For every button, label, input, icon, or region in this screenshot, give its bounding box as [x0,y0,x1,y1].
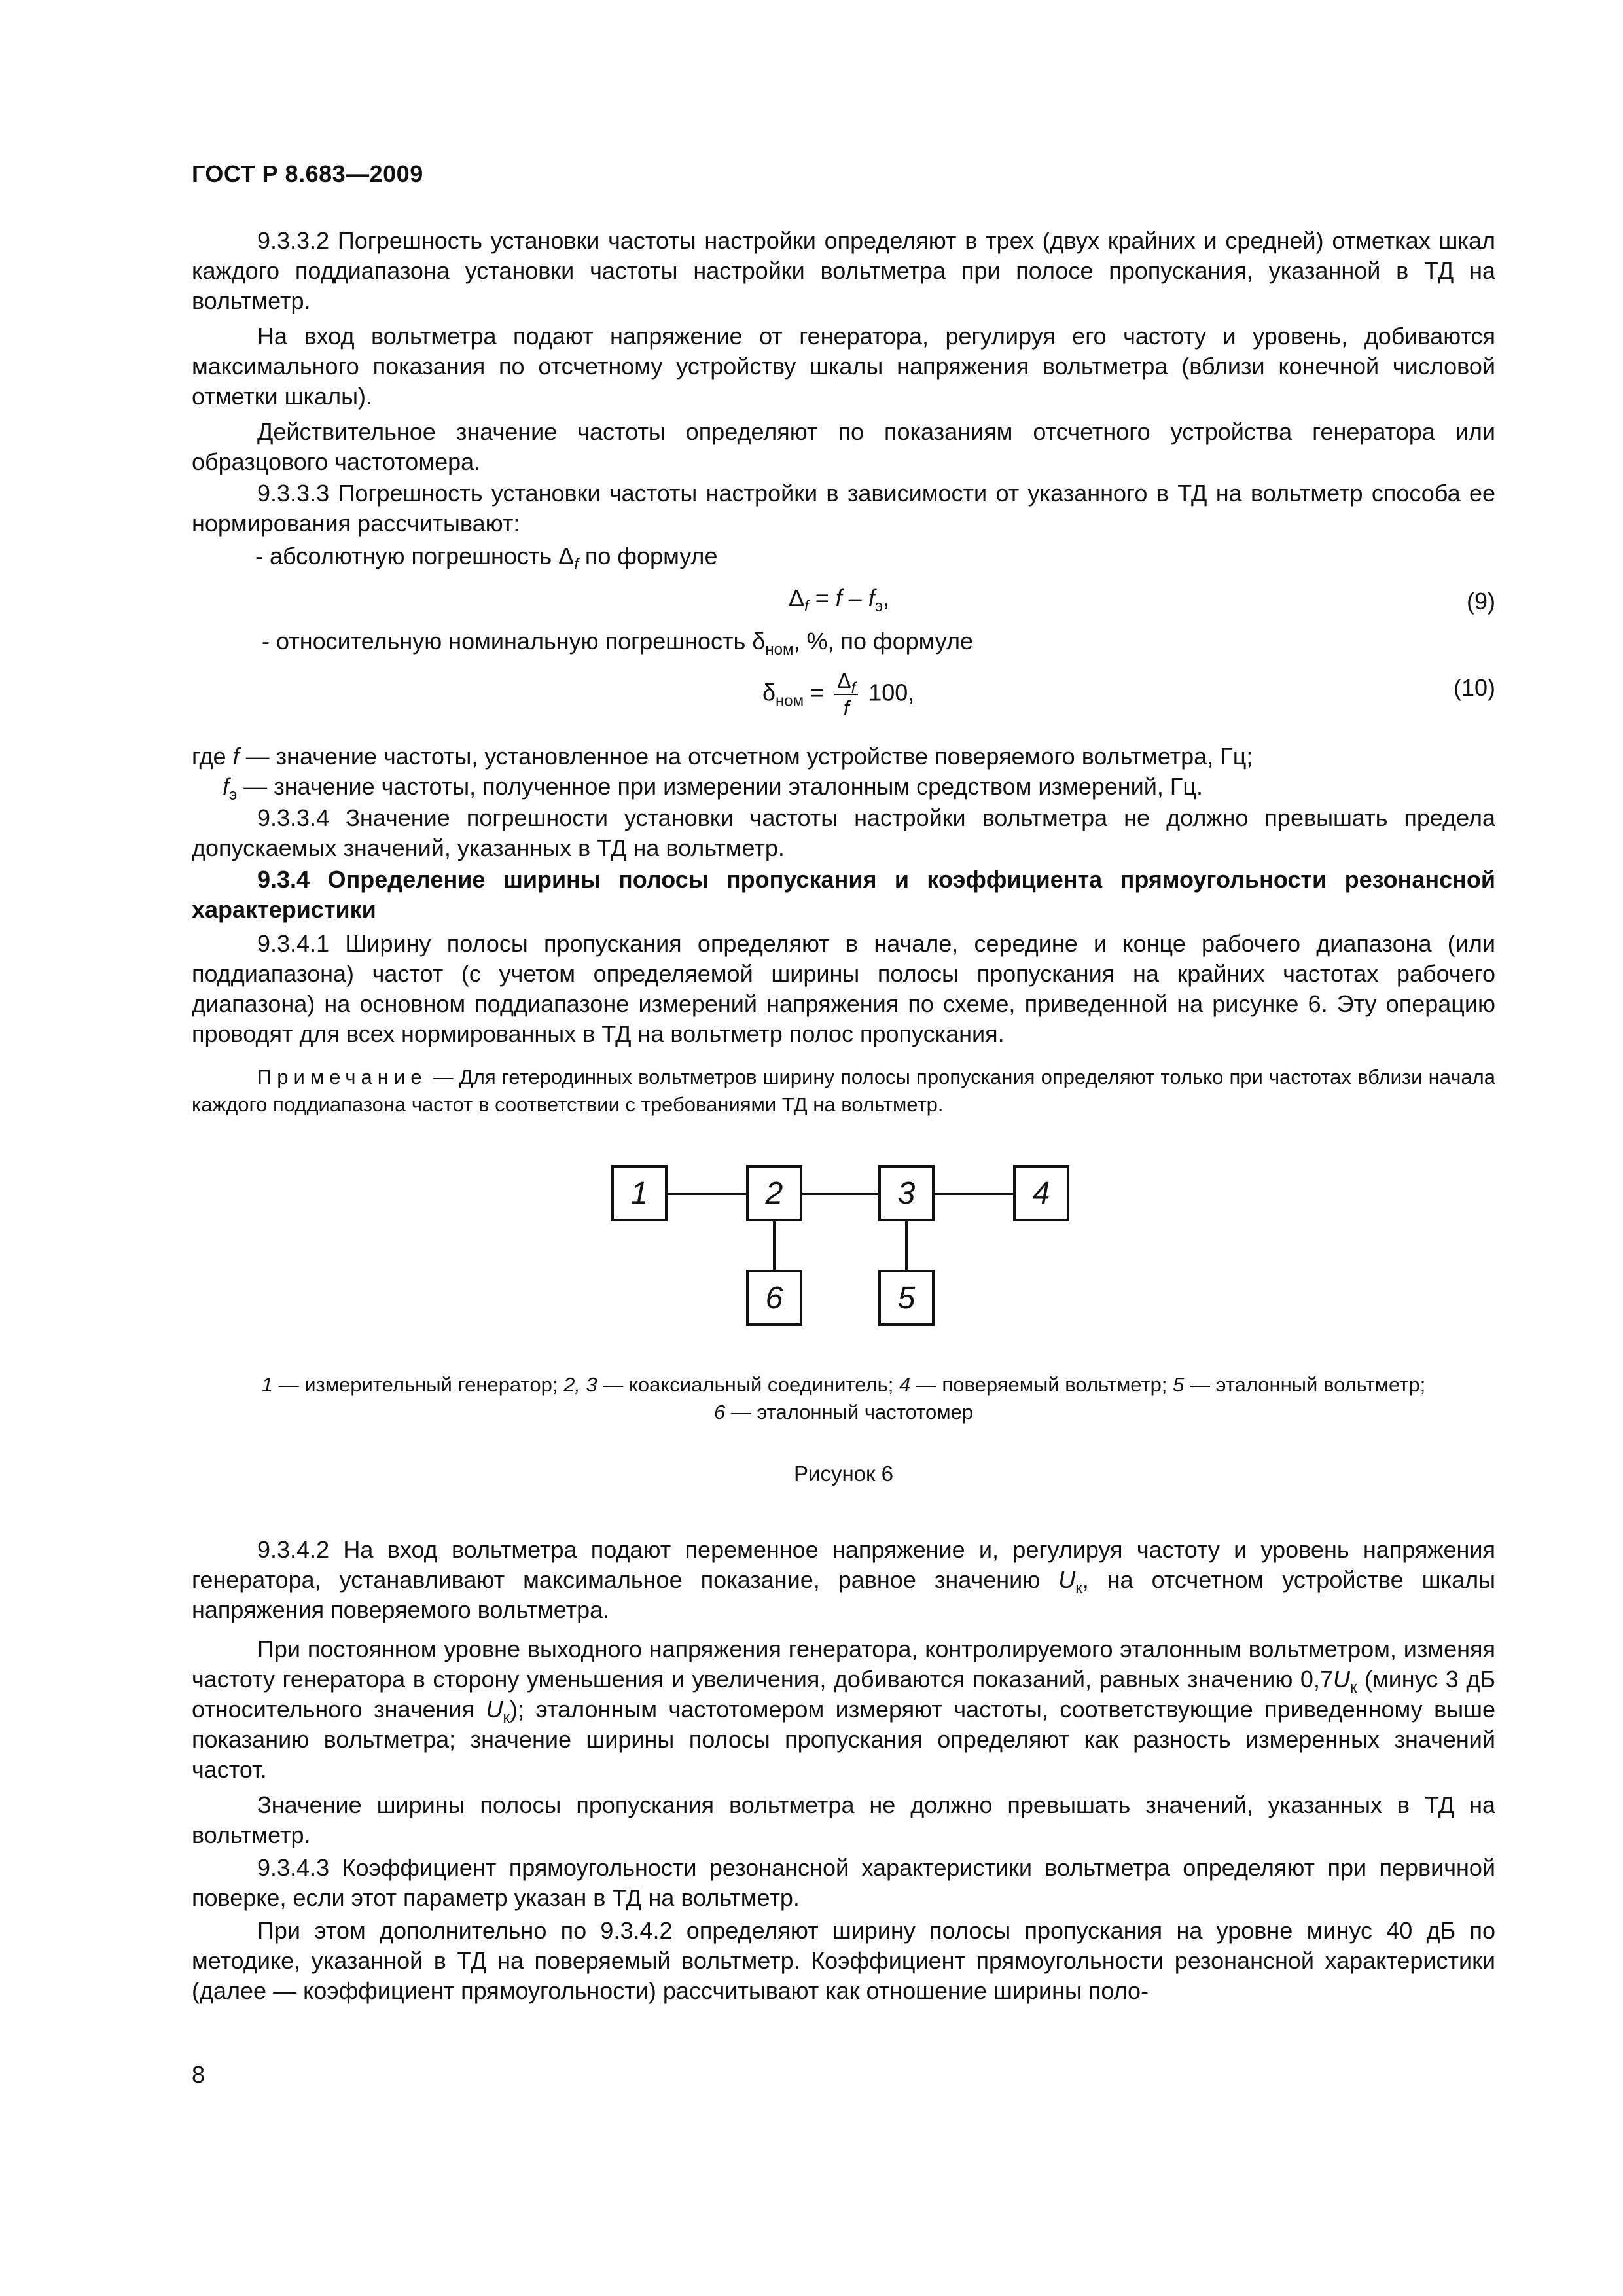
formula-9: $\Delta_f = f - f_э$, [789,584,890,615]
block-5: 5 [878,1270,935,1326]
paragraph-minus-40db: При этом дополнительно по 9.3.4.2 определяют ширину полосы пропускания на уровне минус 40 дБ по методике, указанной в ТД на поверяемый вольтметр. Коэффициент прямоугольности резонансной характеристики (далее — коэффициент прямоугольности) рассчитывают как отношение ширины поло- [192,1917,1495,2004]
figure-legend-line-1: 1 — измерительный генератор; 2, 3 — коаксиальный соединитель; 4 — поверяемый вольтметр; 5 — эталонный вольтметр; [261,1373,1426,1396]
paragraph-9-3-4-1: 9.3.4.1 Ширину полосы пропускания определяют в начале, середине и конце рабочего диапазона (или поддиапазона) частот (с учетом определяемой ширины полосы пропускания на крайних частотах рабочего диапазона) на основном поддиапазоне измерений напряжения по схеме, приведенной на рисунке 6. Эту операцию проводят для всех нормированных в ТД на вольтметр полос пропускания. [192,930,1495,1047]
formula-9-number: (9) [1467,588,1495,615]
note: Примечание — Для гетеродинных вольтметров ширину полосы пропускания определяют только при частотах вблизи начала каждого поддиапазона частот в соответствии с требованиями ТД на вольтметр. [192,1066,1495,1116]
section-heading-9-3-4: 9.3.4 Определение ширины полосы пропускания и коэффициента прямоугольности резонансной характеристики [192,866,1495,923]
page-number: 8 [192,2061,205,2088]
paragraph-actual-frequency: Действительное значение частоты определяют по показаниям отсчетного устройства генератора или образцового частотомера. [192,418,1495,475]
connector-3-5 [905,1221,908,1270]
standard-header: ГОСТ Р 8.683—2009 [192,160,423,187]
paragraph-9-3-3-2: 9.3.3.2 Погрешность установки частоты настройки определяют в трех (двух крайних и средней) отметках шкал каждого поддиапазона установки частоты настройки вольтметра при полосе пропускания, указанной в ТД на вольтметр. [192,227,1495,314]
connector-2-3 [802,1193,878,1195]
connector-3-4 [935,1193,1013,1195]
paragraph-9-3-3-4: 9.3.3.4 Значение погрешности установки частоты настройки вольтметра не должно превышать предела допускаемых значений, указанных в ТД на вольтметр. [192,804,1495,861]
figure-caption: Рисунок 6 [794,1462,893,1486]
block-1: 1 [611,1165,668,1221]
connector-2-6 [773,1221,776,1270]
block-3: 3 [878,1165,935,1221]
paragraph-9-3-4-2: 9.3.4.2 На вход вольтметра подают переменное напряжение и, регулируя частоту и уровень напряжения генератора, устанавливают максимальное показание, равное значению $U_к$, на отсчетном устройстве шкалы напряжения поверяемого вольтметра. [192,1536,1495,1623]
paragraph-constant-level: При постоянном уровне выходного напряжения генератора, контролируемого эталонным вольтметром, изменяя частоту генератора в сторону уменьшения и увеличения, добиваются показаний, равных значению $0,7U_к$ (минус 3 дБ относительного значения $U_к$); эталонным частотомером измеряют частоты, соответствующие приведенному выше показанию вольтметра; значение ширины полосы пропускания определяют как разность измеренных значений частот. [192,1636,1495,1783]
block-4: 4 [1013,1165,1069,1221]
figure-legend-line-2: 6 — эталонный частотомер [713,1401,974,1424]
block-2: 2 [746,1165,802,1221]
relative-error-item: - относительную номинальную погрешность $\delta_{ном}$, %, по формуле [262,628,974,658]
paragraph-bandwidth-limit: Значение ширины полосы пропускания вольтметра не должно превышать значений, указанных в ТД на вольтметр. [192,1791,1495,1848]
formula-10-number: (10) [1453,674,1495,701]
absolute-error-item: - абсолютную погрешность $\Delta_f$ по формуле [255,543,718,573]
block-6: 6 [746,1270,802,1326]
formula-10: $\delta_{ном}$ = $\frac{\Delta_f}{f}$ 100, [762,669,915,720]
paragraph-voltmeter-input: На вход вольтметра подают напряжение от генератора, регулируя его частоту и уровень, добиваются максимального показания по отсчетному устройству шкалы напряжения вольтметра (вблизи конечной числовой отметки шкалы). [192,323,1495,410]
where-f-definition: где f — значение частоты, установленное на отсчетном устройстве поверяемого вольтметра, Гц; [192,743,1253,770]
where-fe-definition: $f_э$ — значение частоты, полученное при измерении эталонным средством измерений, Гц. [223,773,1204,804]
connector-1-2 [668,1193,746,1195]
paragraph-9-3-4-3: 9.3.4.3 Коэффициент прямоугольности резонансной характеристики вольтметра определяют при первичной поверке, если этот параметр указан в ТД на вольтметр. [192,1854,1495,1911]
figure-legend [192,1371,1495,1426]
paragraph-9-3-3-3: 9.3.3.3 Погрешность установки частоты настройки в зависимости от указанного в ТД на вольтметр способа ее нормирования рассчитывают: [192,480,1495,537]
